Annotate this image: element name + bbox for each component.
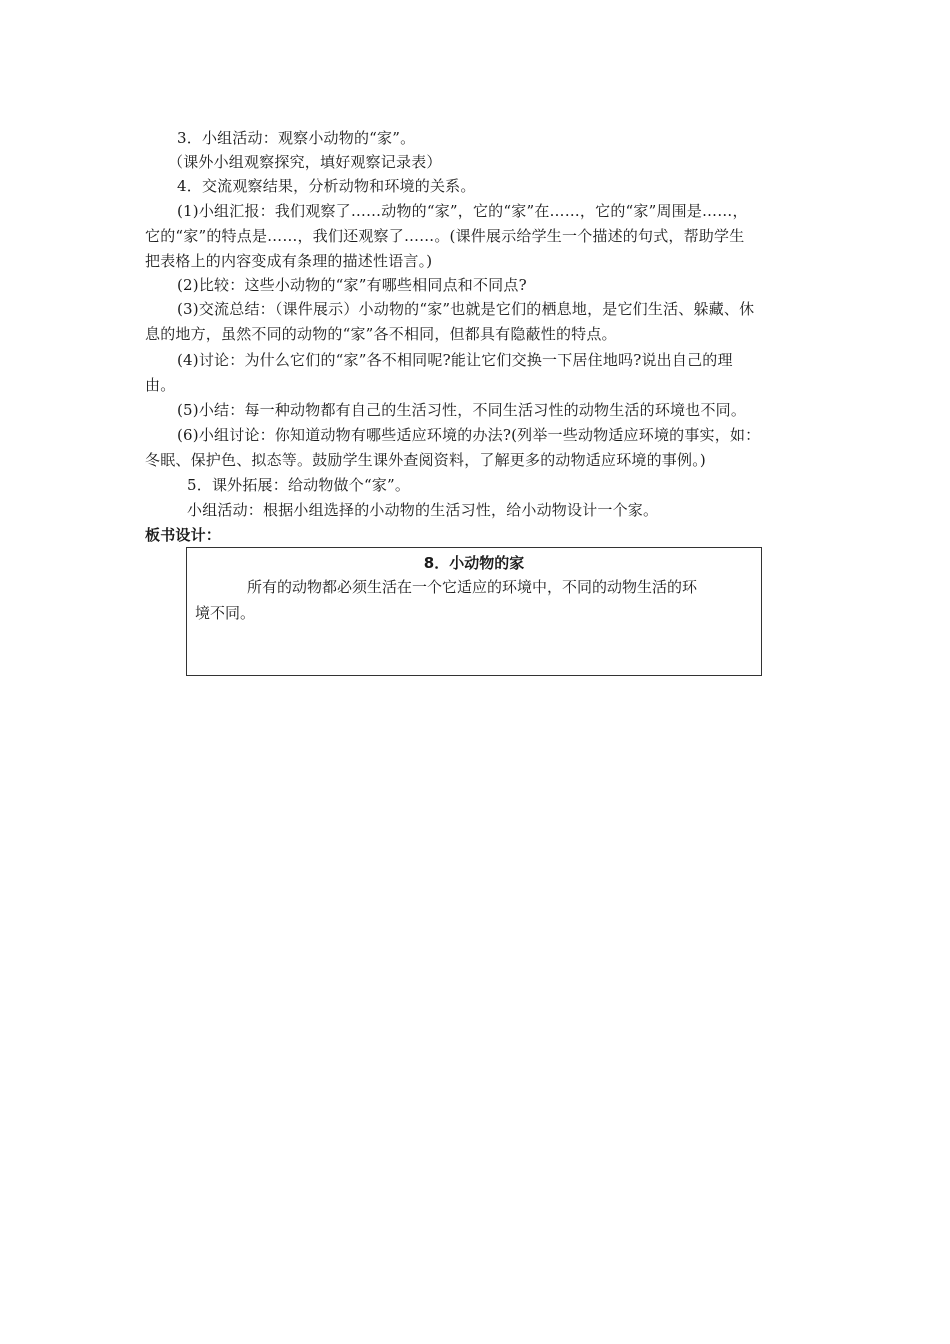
board-title: 8．小动物的家	[423, 554, 525, 572]
paragraph-line: 息的地方，虽然不同的动物的“家”各不相同，但都具有隐蔽性的特点。	[145, 325, 617, 343]
paragraph-line: 5．课外拓展：给动物做个“家”。	[187, 476, 411, 494]
board-design-heading: 板书设计：	[145, 526, 222, 544]
paragraph-line: (5)小结：每一种动物都有自己的生活习性，不同生活习性的动物生活的环境也不同。	[177, 401, 747, 419]
paragraph-line: (1)小组汇报：我们观察了……动物的“家”，它的“家”在……，它的“家”周围是……，	[177, 202, 748, 220]
paragraph-line: (3)交流总结：（课件展示）小动物的“家”也就是它们的栖息地，是它们生活、躲藏、休	[177, 300, 755, 318]
board-text-line: 境不同。	[195, 604, 256, 622]
paragraph-line: 3．小组活动：观察小动物的“家”。	[177, 129, 416, 147]
paragraph-line: (4)讨论：为什么它们的“家”各不相同呢?能让它们交换一下居住地吗?说出自己的理	[177, 351, 733, 369]
board-design-box	[186, 547, 762, 676]
paragraph-line: (2)比较：这些小动物的“家”有哪些相同点和不同点?	[177, 276, 527, 294]
paragraph-line: 冬眠、保护色、拟态等。鼓励学生课外查阅资料，了解更多的动物适应环境的事例。)	[145, 451, 706, 469]
paragraph-line: 把表格上的内容变成有条理的描述性语言。)	[145, 252, 433, 270]
paragraph-line: 由。	[145, 376, 176, 394]
paragraph-line: 小组活动：根据小组选择的小动物的生活习性，给小动物设计一个家。	[187, 501, 659, 519]
board-text-line: 所有的动物都必须生活在一个它适应的环境中，不同的动物生活的环	[247, 578, 698, 596]
paragraph-line: (6)小组讨论：你知道动物有哪些适应环境的办法?(列举一些动物适应环境的事实，如：	[177, 426, 761, 444]
paragraph-line: 它的“家”的特点是……，我们还观察了……。(课件展示给学生一个描述的句式，帮助学生	[145, 227, 745, 245]
paragraph-line: （课外小组观察探究，填好观察记录表）	[168, 153, 442, 171]
paragraph-line: 4．交流观察结果，分析动物和环境的关系。	[177, 177, 476, 195]
